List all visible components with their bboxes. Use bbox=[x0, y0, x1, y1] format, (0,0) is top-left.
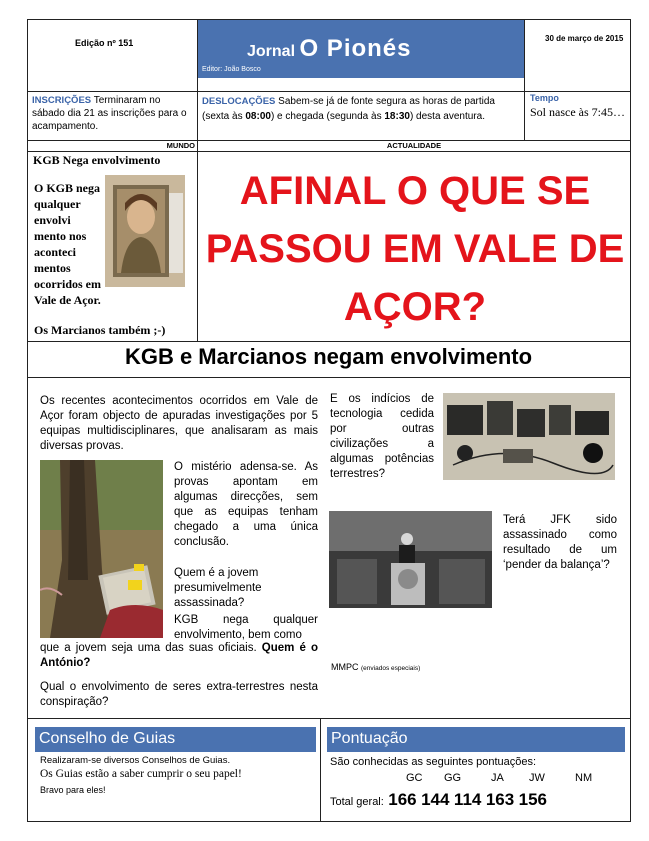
portrait-photo bbox=[105, 175, 185, 287]
radio-equipment-photo bbox=[443, 393, 615, 480]
team-label: GC bbox=[406, 772, 423, 784]
conselho-title: Conselho de Guias bbox=[39, 730, 176, 747]
rule-section-bottom bbox=[27, 151, 630, 152]
pontuacao-intro: São conhecidas as seguintes pontuações: bbox=[330, 756, 537, 768]
jfk-speech-photo bbox=[329, 511, 492, 608]
mundo-body bbox=[34, 180, 104, 308]
inscricoes-title: INSCRIÇÕES bbox=[32, 95, 92, 106]
mundo-footer: Os Marcianos também ;-) bbox=[34, 323, 166, 337]
article-paragraph-5: Qual o envolvimento de seres extra-terrestres nesta conspiração? bbox=[40, 681, 318, 708]
article-paragraph-6: E os indícios de tecnologia cedida por outras civilizações a algumas potências terrestres? bbox=[330, 393, 434, 480]
conselho-line-2: Os Guias estão a saber cumprir o seu papel! bbox=[40, 768, 242, 780]
rule-info-v2 bbox=[524, 91, 525, 140]
main-headline: AFINAL O QUE SE PASSOU EM VALE DE AÇOR? bbox=[205, 169, 625, 329]
pontuacao-title-bar bbox=[327, 727, 625, 752]
tree-crime-scene-photo bbox=[40, 460, 163, 638]
article-paragraph-3: Quem é a jovem presumivelmente assassinada? bbox=[174, 567, 262, 609]
article-paragraph-7: Terá JFK sido assassinado como resultado de um ‘pender da balança’? bbox=[503, 514, 617, 571]
journal-prefix: Jornal bbox=[247, 43, 296, 60]
rule-right bbox=[630, 19, 631, 822]
deslocacoes-box bbox=[202, 94, 520, 124]
deslocacoes-text-2: ) e chegada (segunda às bbox=[270, 111, 382, 122]
inscricoes-box bbox=[32, 94, 192, 133]
article-paragraph-4b: Quem é o António? bbox=[40, 642, 318, 669]
team-total: 156 bbox=[518, 790, 548, 809]
kgb-nega-text: KGB nega qualquer envolvimento, bem como bbox=[174, 614, 318, 641]
conselho-line-1: Realizaram-se diversos Conselhos de Guias. bbox=[40, 755, 231, 766]
rule-header-v2 bbox=[524, 19, 525, 91]
article-paragraph-2: O mistério adensa-se. As provas apontam em algumas direcções, sem que as equipas tenham chegado a uma única conclusão. bbox=[174, 461, 318, 548]
departure-time: 08:00 bbox=[245, 111, 271, 122]
deslocacoes-text-1: Sabem-se já de fonte segura as horas de partida (sexta às bbox=[202, 96, 495, 122]
signature-note: (enviados especiais) bbox=[361, 665, 421, 672]
total-label: Total geral: bbox=[330, 796, 384, 808]
article-paragraph-4a-rest: que a jovem seja uma das suas oficiais. bbox=[40, 642, 257, 654]
total-row bbox=[330, 790, 547, 810]
issue-date: 30 de março de 2015 bbox=[545, 34, 624, 43]
rule-article-bottom bbox=[27, 718, 630, 719]
section-mundo: MUNDO bbox=[166, 141, 195, 150]
rule-subheadline-bottom bbox=[27, 377, 630, 378]
tempo-title: Tempo bbox=[530, 93, 559, 103]
team-label: GG bbox=[444, 772, 462, 784]
deslocacoes-title: DESLOCAÇÕES bbox=[202, 96, 276, 107]
article-paragraph-4a-top bbox=[174, 613, 318, 643]
mundo-title: KGB Nega envolvimento bbox=[33, 153, 161, 167]
article-paragraph-4 bbox=[40, 641, 318, 671]
team-label: JA bbox=[491, 772, 504, 784]
team-total: 166 bbox=[388, 790, 417, 809]
signature bbox=[331, 662, 420, 672]
arrival-time: 18:30 bbox=[384, 111, 410, 122]
masthead bbox=[198, 20, 524, 78]
edition-number: Edição nº 151 bbox=[75, 38, 134, 48]
mundo-body-text: O KGB nega qualquer envolvi mento nos aconteci mentos ocorridos em Vale de Açor. bbox=[34, 181, 101, 307]
rule-left bbox=[27, 19, 28, 822]
subheadline: KGB e Marcianos negam envolvimento bbox=[124, 344, 533, 369]
inscricoes-text: Terminaram no sábado dia 21 as inscrições para o acampamento. bbox=[32, 95, 187, 132]
rule-header-bottom bbox=[27, 91, 630, 92]
section-actualidade: ACTUALIDADE bbox=[386, 141, 442, 150]
rule-mundo-bottom bbox=[27, 341, 630, 342]
team-label: NM bbox=[575, 772, 593, 784]
rule-footer-v bbox=[320, 718, 321, 822]
rule-bottom bbox=[27, 821, 630, 822]
team-total: 114 bbox=[453, 790, 482, 809]
journal-name: O Pionés bbox=[299, 35, 412, 62]
rule-mundo-v bbox=[197, 151, 198, 341]
tempo-text: Sol nasce às 7:45… bbox=[530, 105, 625, 119]
team-total: 144 bbox=[421, 790, 450, 809]
article-paragraph-1: Os recentes acontecimentos ocorridos em Vale de Açor foram objecto de apuradas investigações por 5 equipas multidisciplinares, que analisaram as mais diversas provas. bbox=[40, 395, 318, 452]
team-total: 163 bbox=[485, 790, 515, 809]
signature-name: MMPC bbox=[331, 662, 359, 672]
conselho-title-bar bbox=[35, 727, 316, 752]
tempo-box bbox=[530, 93, 626, 120]
editor-credit: Editor: João Bosco bbox=[202, 66, 261, 73]
team-label: JW bbox=[529, 772, 545, 784]
conselho-line-3: Bravo para eles! bbox=[40, 785, 106, 795]
deslocacoes-text-3: ) desta aventura. bbox=[409, 111, 485, 122]
pontuacao-title: Pontuação bbox=[331, 730, 408, 747]
